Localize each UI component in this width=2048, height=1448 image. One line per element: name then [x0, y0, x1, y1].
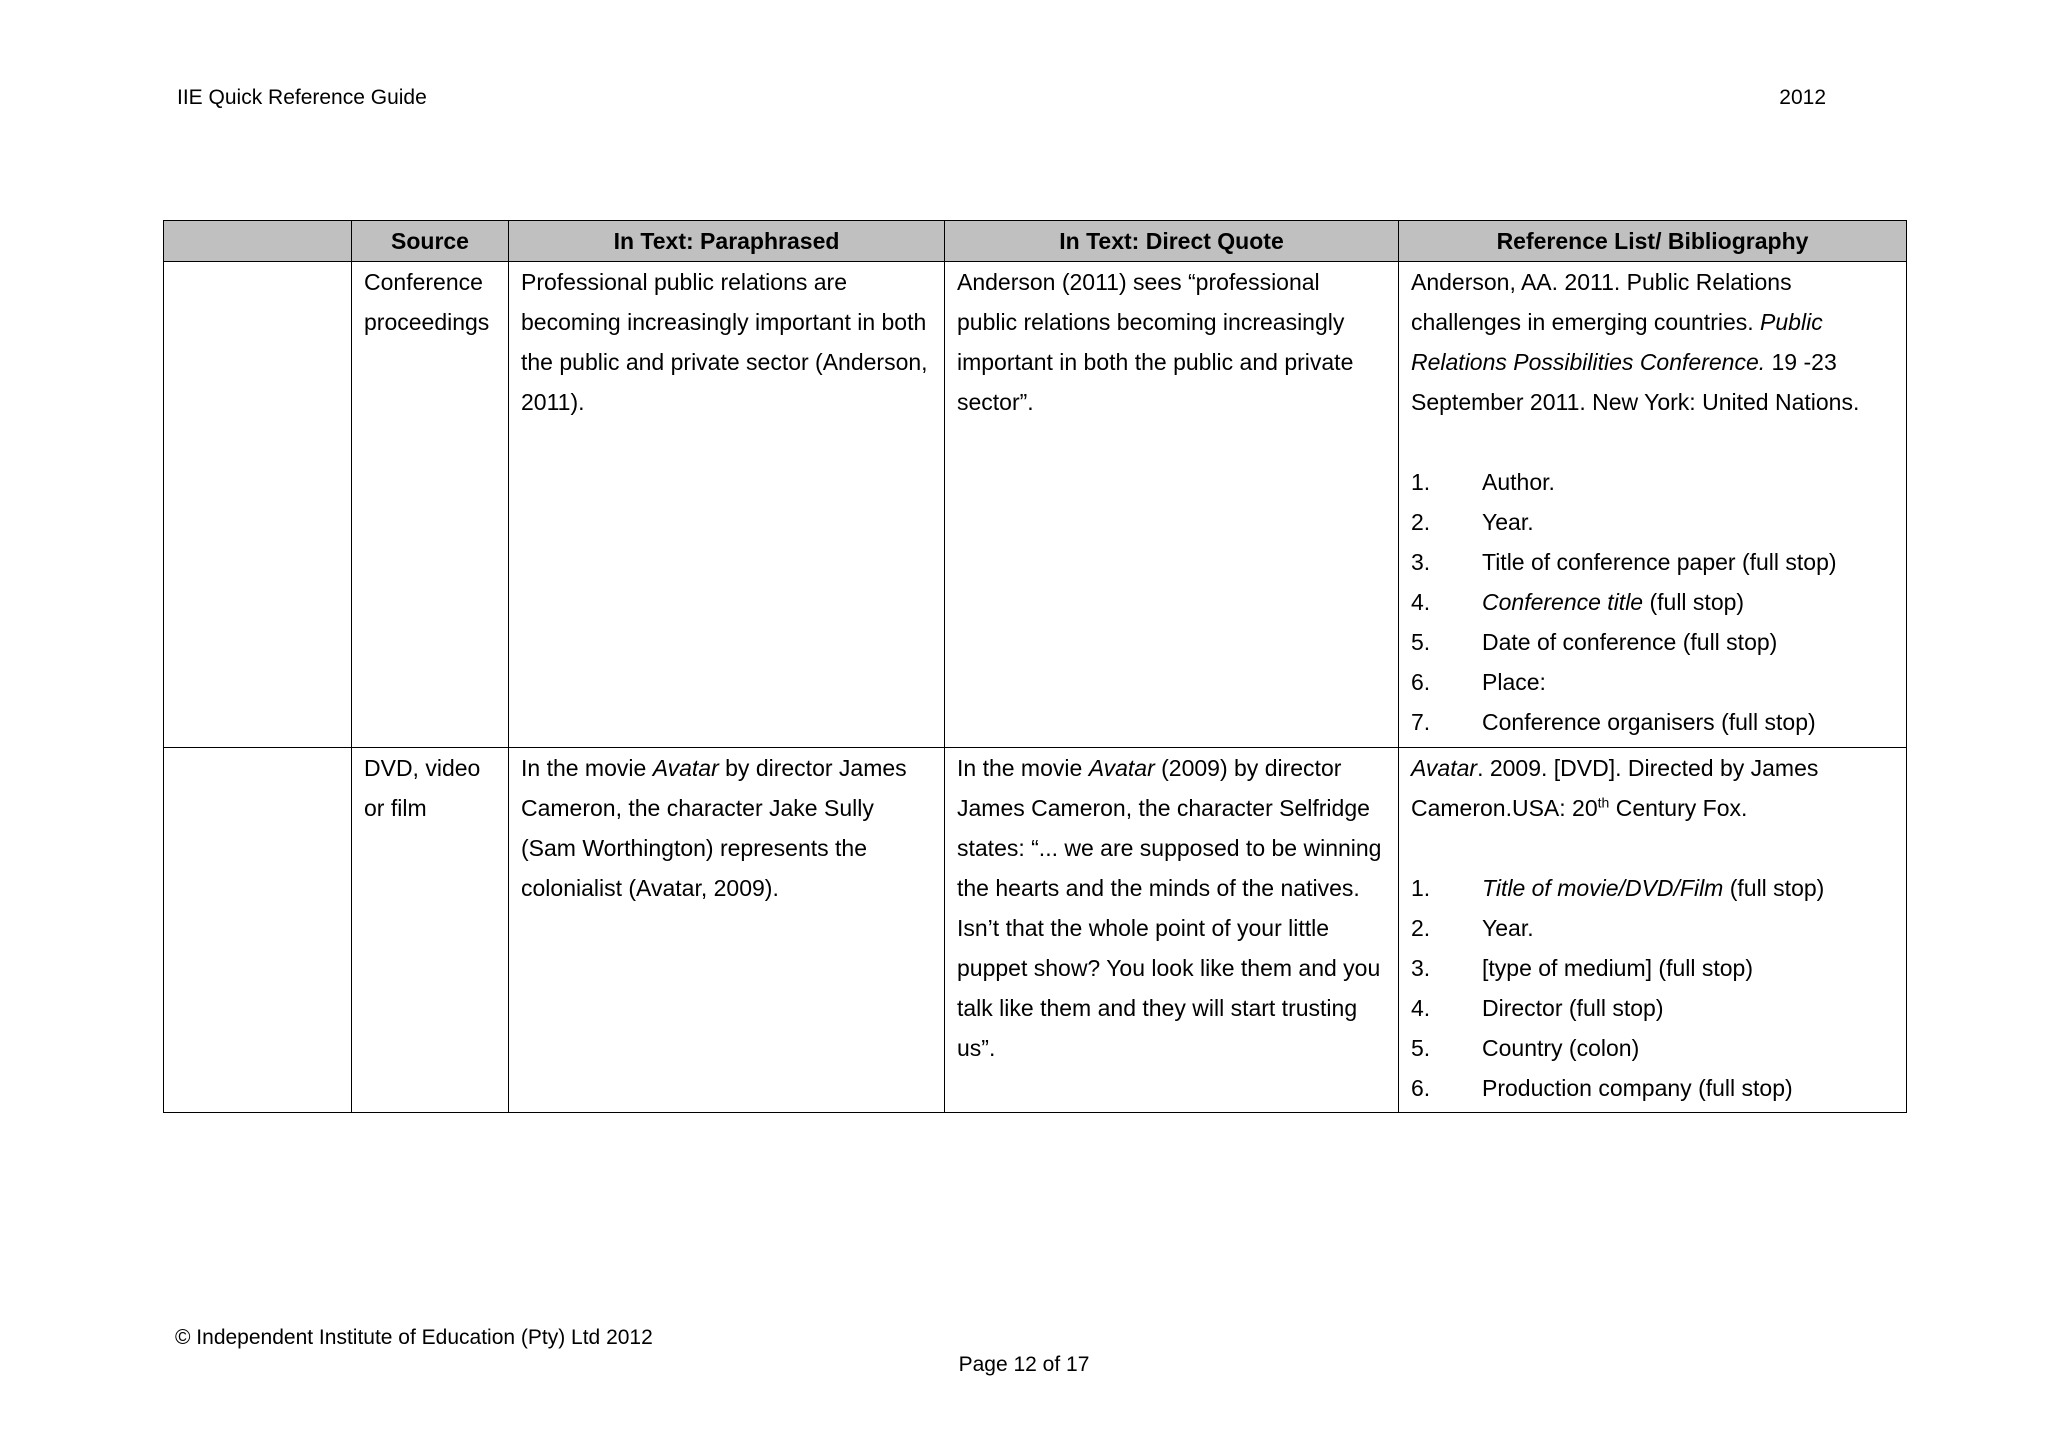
step-text: Director (full stop)	[1482, 995, 1664, 1021]
list-item	[1411, 582, 1894, 622]
list-item	[1411, 1028, 1894, 1068]
step-number: 6.	[1411, 669, 1431, 695]
list-item	[1411, 462, 1894, 502]
footer-page-number: Page 12 of 17	[958, 1353, 1090, 1376]
step-italic-text: Conference title	[1482, 589, 1644, 615]
list-item	[1411, 908, 1894, 948]
list-item	[1411, 702, 1894, 742]
step-number: 5.	[1411, 1035, 1431, 1061]
reference-superscript: th	[1597, 794, 1610, 811]
list-item	[1411, 988, 1894, 1028]
quote-italic-title: Avatar	[1088, 755, 1155, 781]
reference-text: 19 -23 September 2011. New York: United Nations.	[1411, 349, 1860, 415]
reference-italic-title: Avatar	[1411, 755, 1478, 781]
header-reference-list: Reference List/ Bibliography	[1399, 221, 1907, 262]
reference-steps-list	[1411, 868, 1894, 1108]
step-text: Country (colon)	[1482, 1035, 1640, 1061]
spacer	[1411, 828, 1894, 868]
table-row	[164, 262, 1907, 748]
step-number: 2.	[1411, 509, 1431, 535]
reference-steps-list	[1411, 462, 1894, 742]
table-header-row	[164, 221, 1907, 262]
step-text: Title of conference paper (full stop)	[1482, 549, 1837, 575]
reference-text: Anderson, AA. 2011. Public Relations challenges in emerging countries.	[1411, 269, 1792, 335]
direct-quote-cell	[945, 748, 1399, 1113]
step-number: 2.	[1411, 915, 1431, 941]
step-text: Date of conference (full stop)	[1482, 629, 1778, 655]
list-item	[1411, 662, 1894, 702]
quote-text: In the movie	[957, 755, 1089, 781]
reference-text: Century Fox.	[1609, 795, 1748, 821]
step-number: 7.	[1411, 709, 1431, 735]
step-italic-text: Title of movie/DVD/Film	[1482, 875, 1724, 901]
step-text: Production company (full stop)	[1482, 1075, 1793, 1101]
spacer	[1411, 422, 1894, 462]
list-item	[1411, 502, 1894, 542]
step-number: 4.	[1411, 589, 1431, 615]
step-number: 3.	[1411, 549, 1431, 575]
reference-cell	[1399, 748, 1907, 1113]
paraphrased-text: In the movie	[521, 755, 653, 781]
footer-copyright: © Independent Institute of Education (Pty) Ltd 2012	[175, 1326, 653, 1349]
list-item	[1411, 542, 1894, 582]
source-cell: DVD, video or film	[352, 748, 509, 1113]
reference-entry	[1411, 262, 1894, 422]
reference-entry	[1411, 748, 1894, 828]
direct-quote-cell: Anderson (2011) sees “professional public relations becoming increasingly important in both the public and private sector”.	[945, 262, 1399, 748]
paraphrased-cell: Professional public relations are becoming increasingly important in both the public and private sector (Anderson, 2011).	[509, 262, 945, 748]
list-item	[1411, 622, 1894, 662]
referencing-table	[163, 220, 1907, 1113]
step-text: (full stop)	[1723, 875, 1825, 901]
reference-italic-title: Public Relations Possibilities Conference.	[1411, 309, 1823, 375]
paraphrased-text: by director James Cameron, the character Jake Sully (Sam Worthington) represents the colonialist (Avatar, 2009).	[521, 755, 907, 901]
header-year: 2012	[1779, 86, 1826, 109]
list-item	[1411, 948, 1894, 988]
step-text: Conference organisers (full stop)	[1482, 709, 1816, 735]
header-direct-quote: In Text: Direct Quote	[945, 221, 1399, 262]
quote-text: (2009) by director James Cameron, the character Selfridge states: “... we are supposed to be winning the hearts and the minds of the natives. Isn’t that the whole point of your little puppet show? You look like them and you talk like them and they will start trusting us”.	[957, 755, 1382, 1061]
row-label-cell	[164, 262, 352, 748]
step-number: 4.	[1411, 995, 1431, 1021]
row-label-cell	[164, 748, 352, 1113]
step-number: 3.	[1411, 955, 1431, 981]
paraphrased-italic-title: Avatar	[652, 755, 719, 781]
list-item	[1411, 1068, 1894, 1108]
step-number: 1.	[1411, 875, 1431, 901]
header-paraphrased: In Text: Paraphrased	[509, 221, 945, 262]
step-text: Year.	[1482, 509, 1534, 535]
paraphrased-cell	[509, 748, 945, 1113]
source-cell: Conference proceedings	[352, 262, 509, 748]
step-text: Year.	[1482, 915, 1534, 941]
reference-cell	[1399, 262, 1907, 748]
reference-text: . 2009. [DVD]. Directed by James Cameron.USA: 20	[1411, 755, 1819, 821]
header-title: IIE Quick Reference Guide	[177, 86, 427, 109]
step-number: 1.	[1411, 469, 1431, 495]
list-item	[1411, 868, 1894, 908]
step-number: 6.	[1411, 1075, 1431, 1101]
step-text: Author.	[1482, 469, 1555, 495]
step-text: [type of medium] (full stop)	[1482, 955, 1753, 981]
step-text: Place:	[1482, 669, 1546, 695]
step-text: (full stop)	[1643, 589, 1745, 615]
header-source: Source	[352, 221, 509, 262]
step-number: 5.	[1411, 629, 1431, 655]
table-row	[164, 748, 1907, 1113]
header-blank	[164, 221, 352, 262]
